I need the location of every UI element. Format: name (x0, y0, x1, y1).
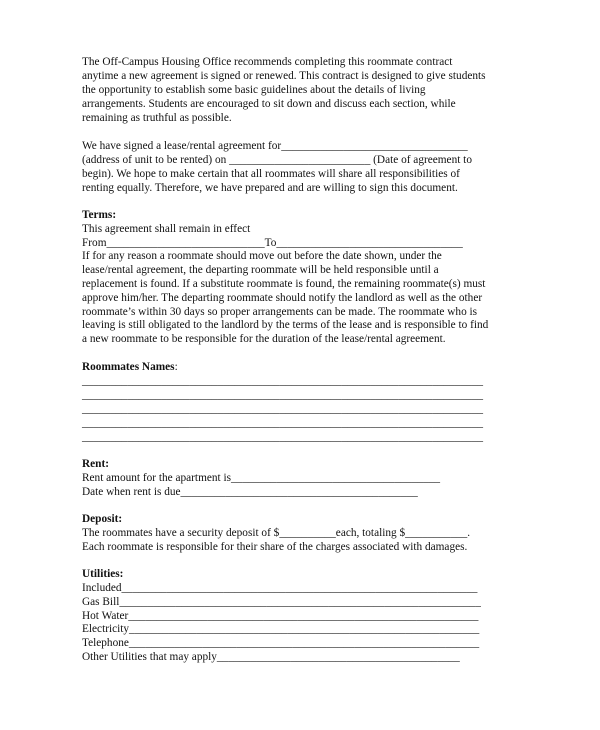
roommate-name-line: _______________________________________________________________________ (82, 389, 484, 401)
intro-line: the opportunity to establish some basic guidelines about the details of living (82, 84, 426, 96)
utilities-line: Other Utilities that may apply___________________________________________ (82, 651, 460, 663)
agreement-line: begin). We hope to make certain that all roommates will share all responsibilities of (82, 168, 460, 180)
terms-line: lease/rental agreement, the departing roommate will be held responsible until a (82, 264, 439, 276)
agreement-line: (address of unit to be rented) on _________________________ (Date of agreement to (82, 154, 472, 166)
terms-line: This agreement shall remain in effect (82, 223, 251, 235)
roommates-heading (82, 361, 178, 375)
deposit-line: The roommates have a security deposit of $__________each, totaling $___________. (82, 527, 471, 539)
utilities-line: Telephone______________________________________________________________ (82, 637, 480, 649)
roommate-name-line: _______________________________________________________________________ (82, 417, 484, 429)
intro-line: remaining as truthful as possible. (82, 112, 232, 124)
roommate-name-line: _______________________________________________________________________ (82, 375, 484, 387)
intro-line: anytime a new agreement is signed or renewed. This contract is designed to give students (82, 70, 486, 82)
intro-line: The Off-Campus Housing Office recommends completing this roommate contract (82, 56, 453, 68)
utilities-line: Gas Bill________________________________________________________________ (82, 596, 481, 608)
utilities-heading: Utilities: (82, 568, 124, 580)
intro-line: arrangements. Students are encouraged to sit down and discuss each section, while (82, 98, 456, 110)
terms-heading: Terms: (82, 209, 117, 221)
roommates-heading-text: Roommates Names (82, 361, 175, 373)
roommate-name-line: _______________________________________________________________________ (82, 403, 484, 415)
terms-line: replacement is found. If a substitute roommate is found, the remaining roommate(s) must (82, 278, 486, 290)
rent-line: Rent amount for the apartment is_____________________________________ (82, 472, 441, 484)
agreement-line: We have signed a lease/rental agreement for_________________________________ (82, 140, 468, 152)
deposit-heading: Deposit: (82, 513, 123, 525)
terms-line: From____________________________To_________________________________ (82, 237, 463, 249)
deposit-line: Each roommate is responsible for their share of the charges associated with damages. (82, 541, 468, 553)
agreement-line: renting equally. Therefore, we have prepared and are willing to sign this document. (82, 182, 458, 194)
terms-line: If for any reason a roommate should move out before the date shown, under the (82, 250, 442, 262)
utilities-line: Included_______________________________________________________________ (82, 582, 478, 594)
rent-heading: Rent: (82, 458, 109, 470)
rent-line: Date when rent is due__________________________________________ (82, 486, 418, 498)
terms-line: approve him/her. The departing roommate should notify the landlord as well as the other (82, 292, 483, 304)
utilities-line: Electricity______________________________________________________________ (82, 623, 480, 635)
roommate-name-line: _______________________________________________________________________ (82, 431, 484, 443)
terms-line: roommate’s within 30 days so proper arrangements can be made. The roommate who is (82, 306, 478, 318)
roommates-heading-colon: : (174, 361, 178, 373)
terms-line: leaving is still obligated to the landlord by the terms of the lease and is responsible to find (82, 319, 489, 331)
utilities-line: Hot Water______________________________________________________________ (82, 610, 479, 622)
terms-line: a new roommate to be responsible for the duration of the lease/rental agreement. (82, 333, 446, 345)
